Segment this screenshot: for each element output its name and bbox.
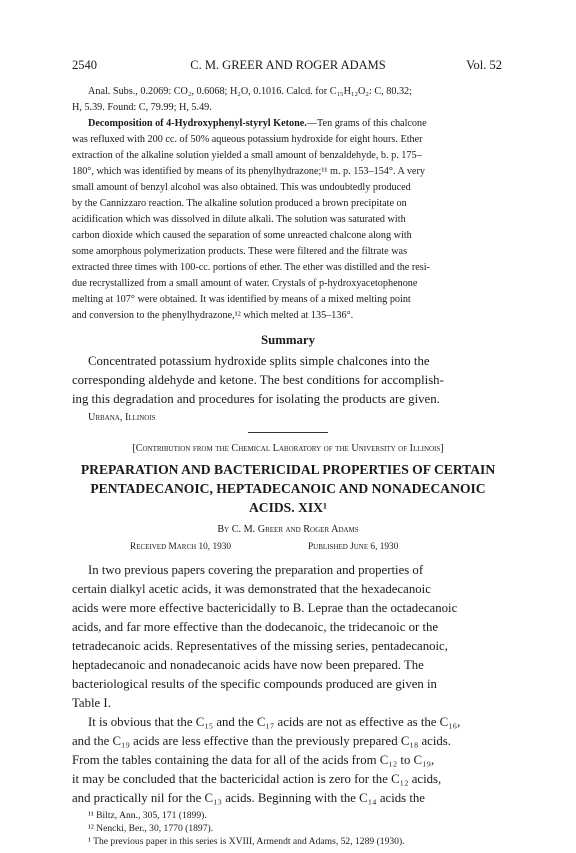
summary-location: Urbana, Illinois xyxy=(88,412,156,423)
decomposition-line: extracted three times with 100-cc. portions of ether. The ether was distilled and the resi- xyxy=(72,262,430,273)
analysis-line-2: H, 5.39. Found: C, 79.99; H, 5.49. xyxy=(72,102,212,113)
body-line: From the tables containing the data for all of the acids from C₁₂ to C₁₉, xyxy=(72,753,435,767)
decomposition-line: some amorphous polymerization products. These were filtered and the filtrate was xyxy=(72,246,408,257)
published-date: Published June 6, 1930 xyxy=(308,542,399,552)
body-line: certain dialkyl acetic acids, it was demonstrated that the hexadecanoic xyxy=(72,582,431,596)
summary-line: corresponding aldehyde and ketone. The best conditions for accomplish- xyxy=(72,373,444,387)
section-divider xyxy=(248,432,328,433)
footnote: ¹¹ Biltz, Ann., 305, 171 (1899). xyxy=(88,810,207,821)
body-line: tetradecanoic acids. Representatives of the missing series, pentadecanoic, xyxy=(72,639,448,653)
footnote: ¹ The previous paper in this series is XVIII, Armendt and Adams, 52, 1289 (1930). xyxy=(88,836,405,847)
article-title-line: PENTADECANOIC, HEPTADECANOIC AND NONADECANOIC xyxy=(90,481,486,496)
decomposition-line: due recrystallized from a small amount of water. Crystals of p-hydroxyacetophenone xyxy=(72,278,418,289)
body-line: acids were more effective bactericidally to B. Leprae than the octadecanoic xyxy=(72,601,458,615)
article-title-line: PREPARATION AND BACTERICIDAL PROPERTIES OF CERTAIN xyxy=(80,462,496,477)
body-line: it may be concluded that the bactericidal action is zero for the C₁₂ acids, xyxy=(72,772,442,786)
decomposition-line: was refluxed with 200 cc. of 50% aqueous potassium hydroxide for eight hours. Ether xyxy=(72,134,423,145)
decomposition-heading: Decomposition of 4-Hydroxyphenyl-styryl Ketone. xyxy=(88,118,307,129)
body-line: It is obvious that the C₁₅ and the C₁₇ acids are not as effective as the C₁₆, xyxy=(88,715,461,729)
body-line: In two previous papers covering the preparation and properties of xyxy=(88,563,424,577)
body-line: acids, and far more effective than the dodecanoic, the tridecanoic or the xyxy=(72,620,439,634)
byline: By C. M. Greer and Roger Adams xyxy=(217,524,359,535)
summary-heading: Summary xyxy=(260,333,316,347)
received-date: Received March 10, 1930 xyxy=(130,542,232,552)
analysis-line-1: Anal. Subs., 0.2069: CO₂, 0.6068; H₂O, 0.1016. Calcd. for C₁₅H₁₂O₂: C, 80.32; xyxy=(88,86,412,97)
summary-line: ing this degradation and procedures for isolating the products are given. xyxy=(72,392,440,406)
summary-line: Concentrated potassium hydroxide splits simple chalcones into the xyxy=(88,354,430,368)
body-line: heptadecanoic and nonadecanoic acids have now been prepared. The xyxy=(72,658,424,672)
decomposition-first-line xyxy=(88,118,506,129)
decomposition-line: carbon dioxide which caused the separation of some unreacted chalcone along with xyxy=(72,230,412,241)
volume-number: Vol. 52 xyxy=(466,58,502,72)
decomposition-first-rest: —Ten grams of this chalcone xyxy=(306,118,427,129)
decomposition-line: by the Cannizzaro reaction. The alkaline solution produced a brown precipitate on xyxy=(72,198,407,209)
running-header-authors: C. M. GREER AND ROGER ADAMS xyxy=(190,58,386,72)
decomposition-line: melting at 107° were obtained. It was identified by means of a mixed melting point xyxy=(72,294,411,305)
decomposition-line: acidification which was dissolved in dilute alkali. The solution was saturated with xyxy=(72,214,406,225)
body-line: and practically nil for the C₁₃ acids. Beginning with the C₁₄ acids the xyxy=(72,791,425,805)
body-line: and the C₁₉ acids are less effective than the previously prepared C₁₈ acids. xyxy=(72,734,451,748)
footnote: ¹² Nencki, Ber., 30, 1770 (1897). xyxy=(88,823,214,834)
body-line: bacteriological results of the specific compounds produced are given in xyxy=(72,677,437,691)
decomposition-line: extraction of the alkaline solution yielded a small amount of benzaldehyde, b. p. 175– xyxy=(72,150,422,161)
decomposition-line: and conversion to the phenylhydrazone,¹² which melted at 135–136°. xyxy=(72,310,354,321)
article-title-line: ACIDS. XIX¹ xyxy=(248,500,328,515)
contribution-line: [Contribution from the Chemical Laboratory of the University of Illinois] xyxy=(132,443,444,454)
body-line: Table I. xyxy=(72,696,111,710)
decomposition-line: small amount of benzyl alcohol was also obtained. This was undoubtedly produced xyxy=(72,182,411,193)
decomposition-line: 180°, which was identified by means of its phenylhydrazone;¹¹ m. p. 153–154°. A very xyxy=(72,166,425,177)
page-number: 2540 xyxy=(72,58,97,72)
